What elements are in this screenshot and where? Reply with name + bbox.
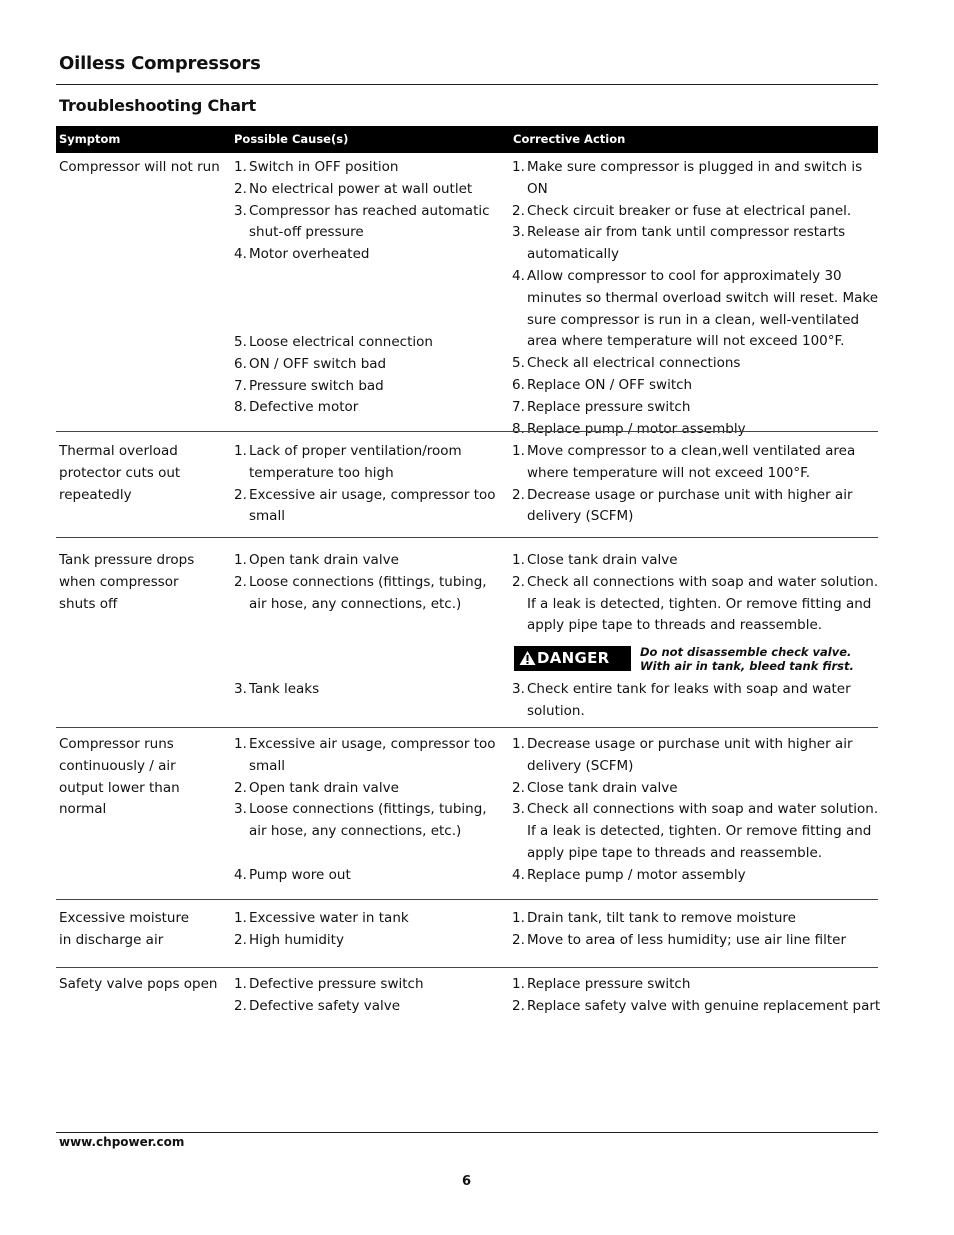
list-item: 2. Loose connections (fittings, tubing, air hose, any connections, etc.) <box>234 573 487 612</box>
list-item: 6. Replace ON / OFF switch <box>512 376 693 393</box>
list-item: 1. Defective pressure switch <box>234 976 424 992</box>
list-item: 3. Check entire tank for leaks with soap and water solution. <box>512 681 851 719</box>
list-item: 2. Defective safety valve <box>234 997 401 1014</box>
list-item: 1. Replace pressure switch <box>512 976 691 992</box>
symptom-cell: Tank pressure drops when compressor shuts off <box>59 552 195 612</box>
list-item: 1. Switch in OFF position <box>234 159 399 175</box>
list-item: 5. Check all electrical connections <box>512 355 741 372</box>
danger-message-line: With air in tank, bleed tank first. <box>640 659 854 673</box>
list-item: 1. Open tank drain valve <box>234 552 399 568</box>
row-divider <box>56 727 878 728</box>
header-possible-causes: Possible Cause(s) <box>234 132 349 146</box>
list-item: 2. High humidity <box>234 931 344 948</box>
list-item: 2. Replace safety valve with genuine replacement part <box>512 997 881 1014</box>
list-item: 1. Make sure compressor is plugged in and switch is ON <box>512 159 863 197</box>
actions-list <box>512 441 884 528</box>
list-item: 1. Lack of proper ventilation/room temperature too high <box>234 443 462 481</box>
danger-badge <box>514 646 631 671</box>
list-item: 1. Close tank drain valve <box>512 552 678 568</box>
list-item: 2. Check all connections with soap and water solution. If a leak is detected, tighten. Or remove fitting and apply pipe tape to threads and reassemble. <box>512 573 879 634</box>
symptom-cell: Safety valve pops open <box>59 976 218 992</box>
list-item: 1. Decrease usage or purchase unit with higher air delivery (SCFM) <box>512 736 853 774</box>
symptom-cell: Compressor will not run <box>59 159 220 175</box>
row-divider <box>56 899 878 900</box>
warning-triangle-icon <box>519 650 536 666</box>
header-symptom: Symptom <box>59 132 121 146</box>
list-item: 7. Replace pressure switch <box>512 398 691 415</box>
actions-list <box>512 157 884 440</box>
symptom-cell: Thermal overload protector cuts out repeatedly <box>59 443 181 503</box>
list-item: 3. Loose connections (fittings, tubing, air hose, any connections, etc.) <box>234 801 487 840</box>
list-item: 1. Move compressor to a clean,well ventilated area where temperature will not exceed 100°F. <box>512 443 856 481</box>
page-number: 6 <box>462 1174 472 1189</box>
list-item: 1. Excessive air usage, compressor too small <box>234 736 496 774</box>
list-item: 2. Decrease usage or purchase unit with higher air delivery (SCFM) <box>512 486 853 525</box>
list-item: 7. Pressure switch bad <box>234 377 384 394</box>
danger-warning <box>514 646 884 672</box>
row-divider <box>56 537 878 538</box>
causes-list <box>234 157 496 266</box>
danger-message-line: Do not disassemble check valve. <box>640 645 852 659</box>
header-corrective-action: Corrective Action <box>513 132 626 146</box>
actions-list-continued <box>512 679 884 723</box>
footer-website-link[interactable]: www.chpower.com <box>59 1135 185 1149</box>
causes-list-continued <box>234 679 496 701</box>
list-item: 3. Check all connections with soap and water solution. If a leak is detected, tighten. Or remove fitting and apply pipe tape to threads and reassemble. <box>512 801 879 861</box>
footer-divider <box>56 1132 878 1133</box>
list-item: 4. Allow compressor to cool for approximately 30 minutes so thermal overload switch will reset. Make sure compressor is run in a clean, well-ventilated area where temperature will not exceed 100°F. <box>512 267 879 350</box>
list-item: 2. Check circuit breaker or fuse at electrical panel. <box>512 202 852 219</box>
actions-list <box>512 734 884 887</box>
actions-list <box>512 974 884 1018</box>
actions-list <box>512 908 884 952</box>
danger-message <box>640 645 885 673</box>
causes-list <box>234 441 496 528</box>
causes-list <box>234 974 496 1018</box>
list-item: 6. ON / OFF switch bad <box>234 355 387 372</box>
list-item: 4. Replace pump / motor assembly <box>512 866 746 883</box>
section-title: Troubleshooting Chart <box>59 96 256 115</box>
title-divider <box>56 84 878 85</box>
list-item: 5. Loose electrical connection <box>234 334 433 350</box>
danger-label: DANGER <box>537 649 610 667</box>
list-item: 3. Tank leaks <box>234 681 320 697</box>
list-item: 4. Motor overheated <box>234 246 370 263</box>
causes-list <box>234 550 496 615</box>
list-item: 8. Replace pump / motor assembly <box>512 420 746 437</box>
list-item: 2. Move to area of less humidity; use air line filter <box>512 931 847 948</box>
row-divider <box>56 967 878 968</box>
row-divider <box>56 431 878 432</box>
causes-list-continued <box>234 865 496 887</box>
page-title: Oilless Compressors <box>59 53 261 74</box>
list-item: 1. Drain tank, tilt tank to remove moisture <box>512 910 796 926</box>
list-item: 3. Compressor has reached automatic shut-off pressure <box>234 202 490 241</box>
list-item: 4. Pump wore out <box>234 867 351 883</box>
actions-list <box>512 550 884 637</box>
table-header <box>56 126 878 153</box>
causes-list-continued <box>234 332 496 419</box>
list-item: 1. Excessive water in tank <box>234 910 409 926</box>
list-item: 2. No electrical power at wall outlet <box>234 180 473 197</box>
list-item: 3. Release air from tank until compressor restarts automatically <box>512 224 846 263</box>
list-item: 8. Defective motor <box>234 399 359 416</box>
symptom-cell: Excessive moisture in discharge air <box>59 910 190 948</box>
symptom-cell: Compressor runs continuously / air output lower than normal <box>59 736 180 818</box>
list-item: 2. Close tank drain valve <box>512 779 678 796</box>
list-item: 2. Excessive air usage, compressor too small <box>234 486 496 525</box>
causes-list <box>234 734 496 843</box>
list-item: 2. Open tank drain valve <box>234 779 399 796</box>
causes-list <box>234 908 496 952</box>
